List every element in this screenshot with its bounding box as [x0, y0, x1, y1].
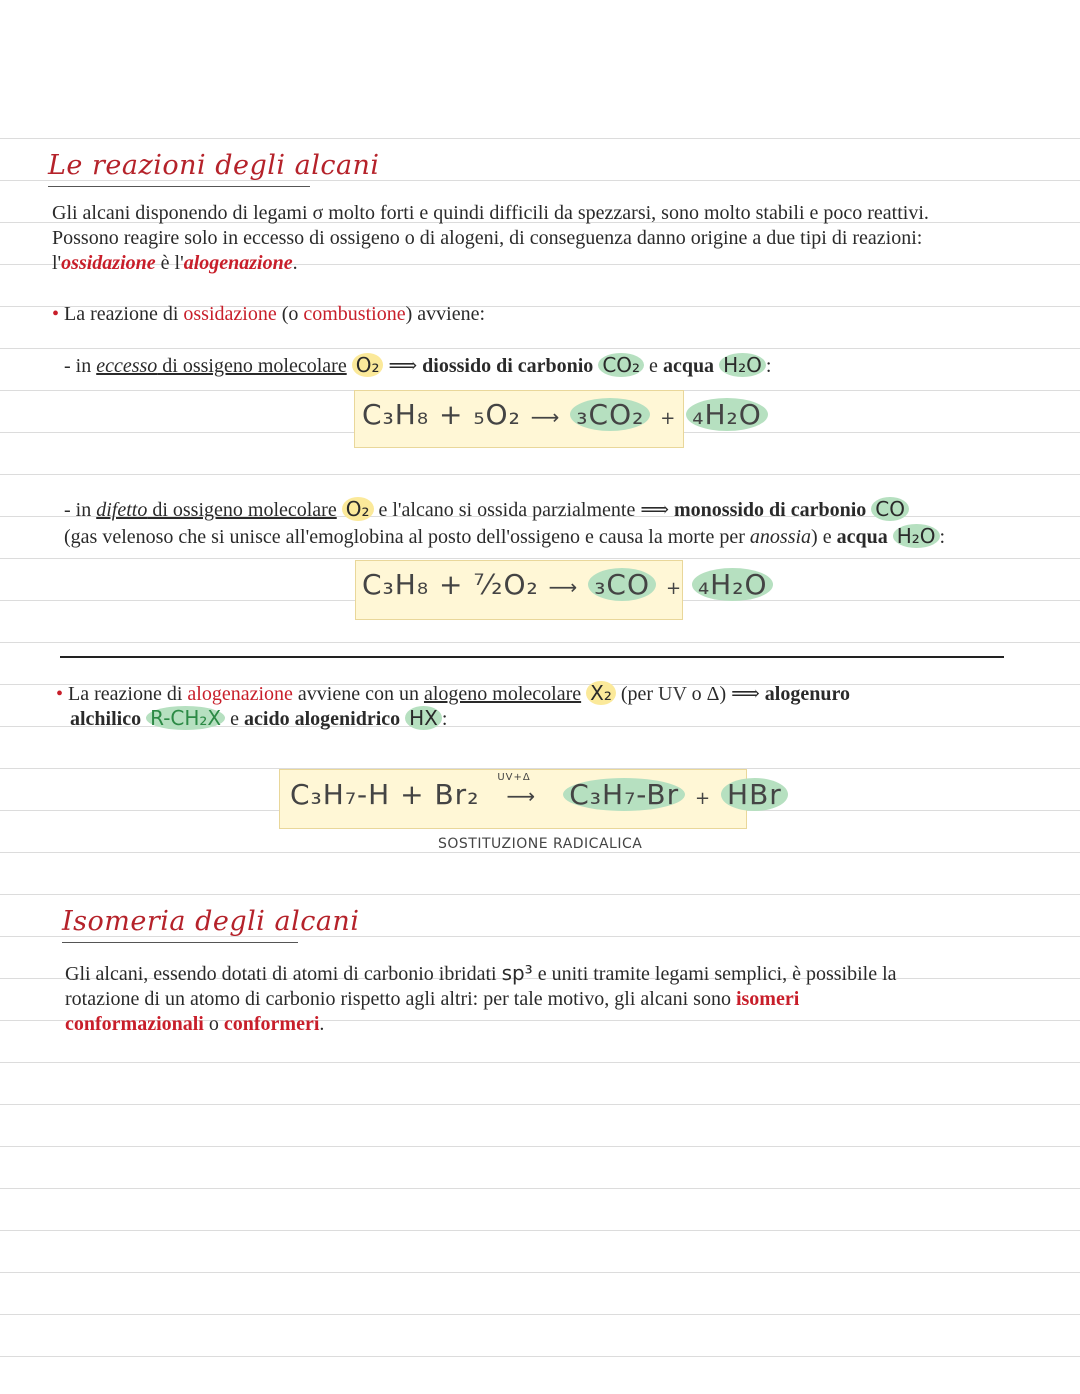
o2-highlight: O₂ — [352, 353, 384, 377]
isomeria-line-2: rotazione di un atomo di carbonio rispetto agli altri: per tale motivo, gli alcani sono isomeri — [65, 988, 800, 1010]
ruled-line — [0, 1188, 1080, 1189]
intro-paragraph — [52, 201, 1052, 276]
ruled-line — [0, 642, 1080, 643]
ruled-line — [0, 1314, 1080, 1315]
ruled-line — [0, 138, 1080, 139]
bullet-dot: • — [52, 303, 60, 325]
bullet-alogenazione-line-2: alchilico R-CH₂X e acido alogenidrico HX : — [70, 706, 448, 730]
implies-arrow: ⟹ — [388, 355, 418, 377]
isomeria-line-1: Gli alcani, essendo dotati di atomi di carbonio ibridati sp³ e uniti tramite legami semplici, è possibile la — [65, 961, 897, 985]
ruled-line — [0, 894, 1080, 895]
equation-combustion-partial: C₃H₈ + ⁷⁄₂O₂ ⟶ ₃CO + ₄H₂O — [362, 568, 773, 601]
ruled-line — [0, 1104, 1080, 1105]
equation-halogenation: C₃H₇-H + Br₂ UV+Δ ⟶ C₃H₇-Br + HBr — [290, 778, 788, 811]
title-underline — [48, 186, 310, 187]
intro-line-2: Possono reagire solo in eccesso di ossigeno o di alogeni, di conseguenza danno origine a due tipi di reazioni: — [52, 227, 923, 249]
isomeria-line-3: conformazionali o conformeri. — [65, 1013, 325, 1035]
ruled-line — [0, 474, 1080, 475]
defect-oxygen-line-1: - in difetto di ossigeno molecolare O₂ e l'alcano si ossida parzialmente ⟹ monossido di carbonio CO — [64, 497, 909, 522]
co2-highlight: CO₂ — [598, 353, 644, 377]
ruled-line — [0, 1230, 1080, 1231]
ruled-line — [0, 1146, 1080, 1147]
ruled-line — [0, 852, 1080, 853]
section-divider — [60, 656, 1004, 658]
title-underline-2 — [62, 942, 298, 943]
equation-combustion-complete: C₃H₈ + ₅O₂ ⟶ ₃CO₂ + ₄H₂O — [362, 398, 768, 431]
reaction-type-label: SOSTITUZIONE RADICALICA — [438, 836, 643, 852]
reaction-condition: UV+Δ — [497, 772, 531, 783]
section-title-isomeria: Isomeria degli alcani — [62, 906, 360, 937]
term-alogenazione: alogenazione — [183, 252, 293, 274]
isomeria-paragraph — [65, 961, 1025, 1037]
h2o-highlight: H₂O — [719, 353, 766, 377]
ruled-line — [0, 1062, 1080, 1063]
ruled-line — [0, 348, 1080, 349]
bullet-alogenazione-line-1: • La reazione di alogenazione avviene con un alogeno molecolare X₂ (per UV o Δ) ⟹ alogenuro — [56, 681, 850, 705]
intro-line-3: l'ossidazione è l'alogenazione. — [52, 252, 298, 274]
excess-oxygen-line: - in eccesso di ossigeno molecolare O₂ ⟹ diossido di carbonio CO₂ e acqua H₂O : — [64, 353, 772, 377]
section-title-reazioni: Le reazioni degli alcani — [48, 150, 380, 181]
defect-oxygen-line-2: (gas velenoso che si unisce all'emoglobina al posto dell'ossigeno e causa la morte per anossia) e acqua H₂O : — [64, 524, 946, 548]
ruled-line — [0, 1356, 1080, 1357]
ruled-line — [0, 558, 1080, 559]
ruled-line — [0, 1272, 1080, 1273]
term-ossidazione: ossidazione — [61, 252, 156, 274]
intro-line-1: Gli alcani disponendo di legami σ molto forti e quindi difficili da spezzarsi, sono molto stabili e poco reattivi. — [52, 202, 929, 224]
bullet-ossidazione: • La reazione di ossidazione (o combustione) avviene: — [52, 303, 485, 325]
